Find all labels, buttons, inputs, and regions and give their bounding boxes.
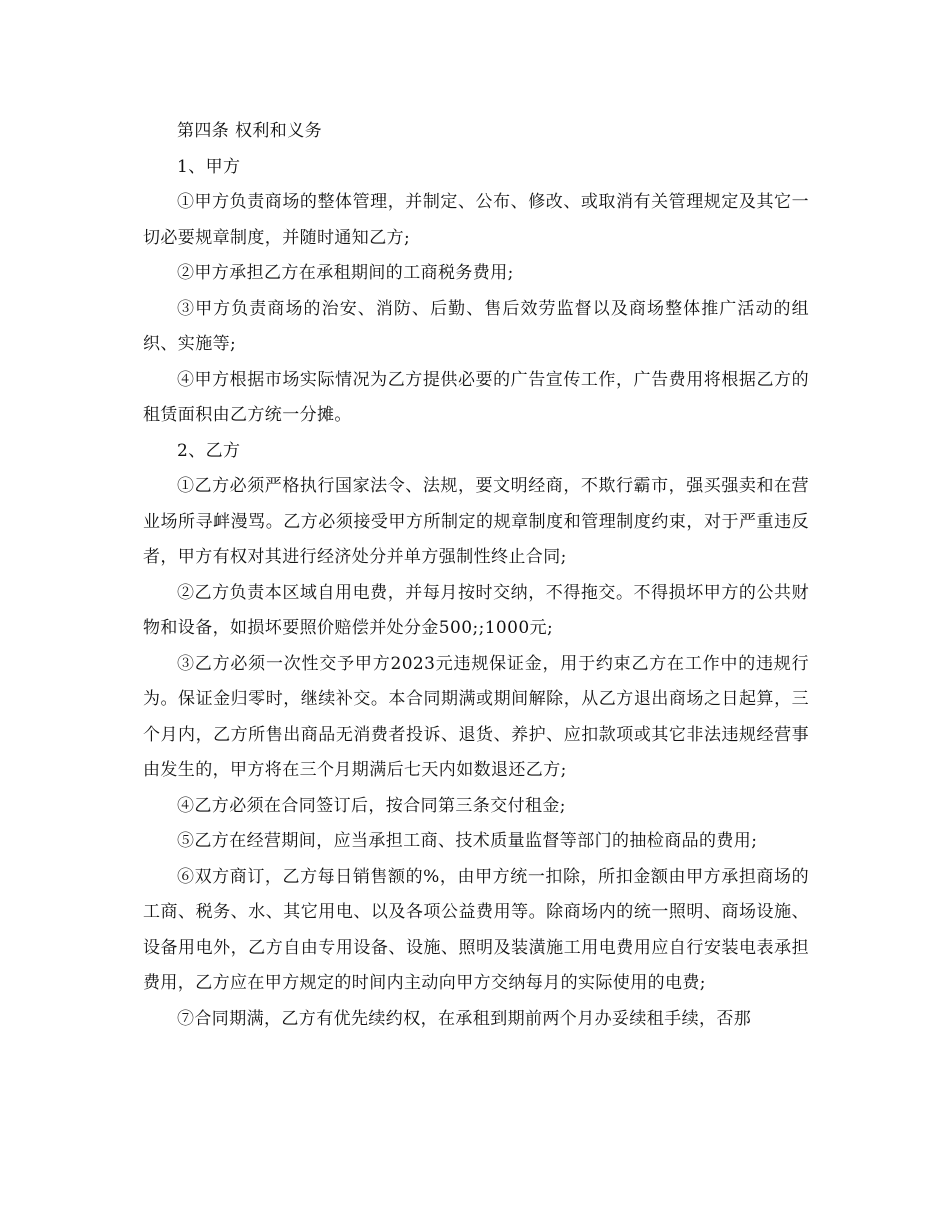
party-b-clause-4: ④乙方必须在合同签订后，按合同第三条交付租金; — [177, 795, 566, 816]
party-a-clause-3: ③甲方负责商场的治安、消防、后勤、售后效劳监督以及商场整体推广活动的组织、实施等; — [143, 298, 809, 354]
party-a-heading: 1、甲方 — [177, 156, 241, 177]
party-a-clause-2: ②甲方承担乙方在承租期间的工商税务费用; — [177, 263, 514, 283]
party-b-clause-1: ①乙方必须严格执行国家法令、法规，要文明经商，不欺行霸市，强买强卖和在营业场所寻衅漫骂。乙方必须接受甲方所制定的规章制度和管理制度约束，对于严重违反者，甲方有权对其进行经济处分并单方强制性终止合同; — [143, 476, 809, 567]
document-body — [143, 114, 809, 1037]
party-a-clause-1: ①甲方负责商场的整体管理，并制定、公布、修改、或取消有关管理规定及其它一切必要规章制度，并随时通知乙方; — [143, 192, 809, 248]
party-b-clause-2: ②乙方负责本区域自用电费，并每月按时交纳，不得拖交。不得损坏甲方的公共财物和设备，如损坏要照价赔偿并处分金500;;1000元; — [143, 582, 809, 638]
party-b-clause-3: ③乙方必须一次性交予甲方2023元违规保证金，用于约束乙方在工作中的违规行为。保证金归零时，继续补交。本合同期满或期间解除，从乙方退出商场之日起算，三个月内，乙方所售出商品无消费者投诉、退货、养护、应扣款项或其它非法违规经营事由发生的，甲方将在三个月期满后七天内如数退还乙方; — [143, 653, 809, 780]
section-heading: 第四条 权利和义务 — [177, 121, 323, 141]
party-b-clause-6: ⑥双方商订，乙方每日销售额的%，由甲方统一扣除，所扣金额由甲方承担商场的工商、税务、水、其它用电、以及各项公益费用等。除商场内的统一照明、商场设施、设备用电外，乙方自由专用设备、设施、照明及装潢施工用电费用应自行安装电表承担费用，乙方应在甲方规定的时间内主动向甲方交纳每月的实际使用的电费; — [143, 866, 809, 993]
party-b-clause-7: ⑦合同期满，乙方有优先续约权，在承租到期前两个月办妥续租手续，否那 — [177, 1008, 752, 1029]
party-b-heading: 2、乙方 — [177, 440, 241, 461]
party-a-clause-4: ④甲方根据市场实际情况为乙方提供必要的广告宣传工作，广告费用将根据乙方的租赁面积由乙方统一分摊。 — [143, 369, 809, 425]
party-b-clause-5: ⑤乙方在经营期间，应当承担工商、技术质量监督等部门的抽检商品的费用; — [177, 831, 758, 851]
